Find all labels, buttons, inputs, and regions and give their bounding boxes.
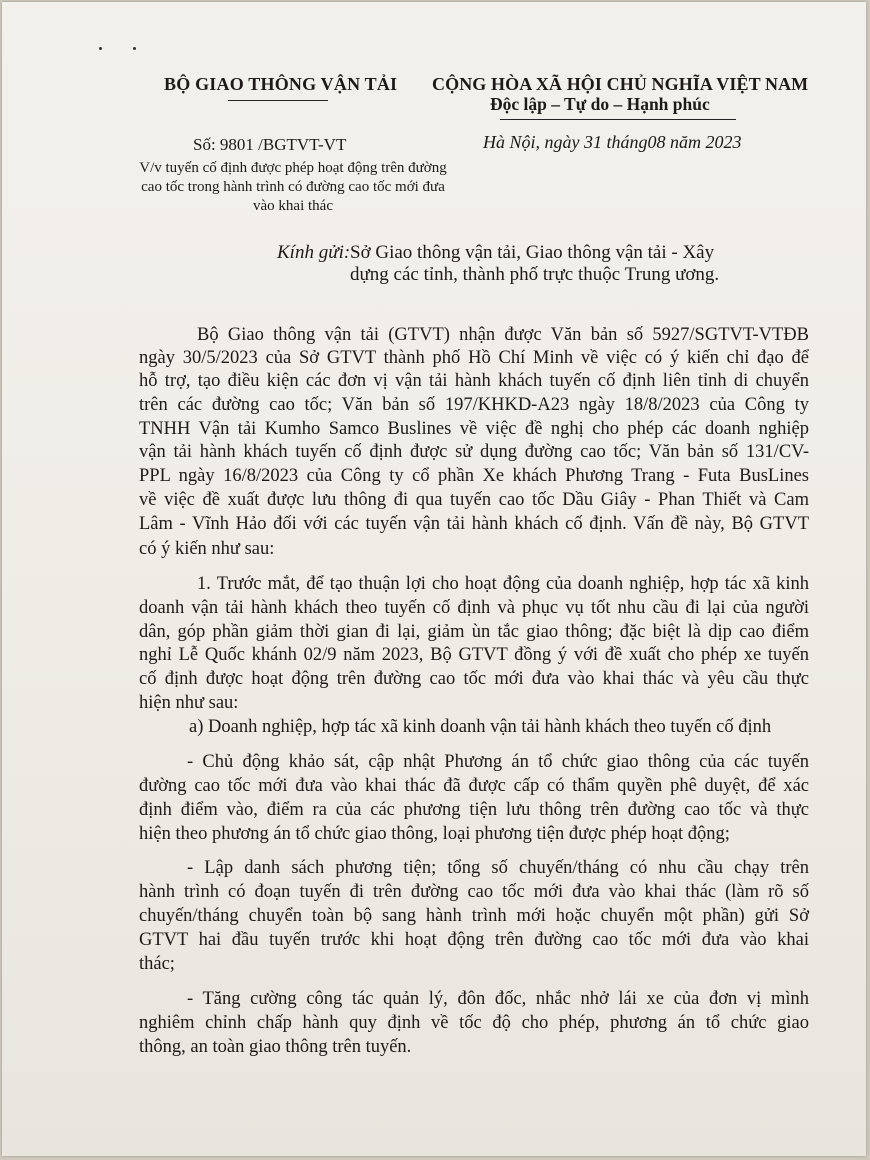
body-line: nghiêm chỉnh chấp hành quy định về tốc độ cho phép, phương án tổ chức giao (139, 1013, 809, 1033)
body-line: nghỉ Lễ Quốc khánh 02/9 năm 2023, Bộ GTVT đồng ý với đề xuất cho phép xe tuyến (139, 645, 809, 665)
ministry-underline (228, 100, 328, 101)
document-page (2, 2, 866, 1156)
body-line: có ý kiến như sau: (139, 539, 275, 559)
body-line: ngày 30/5/2023 của Sở GTVT thành phố Hồ Chí Minh về việc có ý kiến chỉ đạo để (139, 348, 809, 368)
body-line: 1. Trước mắt, để tạo thuận lợi cho hoạt động của doanh nghiệp, hợp tác xã kinh (197, 574, 809, 594)
body-line: TNHH Vận tải Kumho Samco Buslines về việc đề nghị cho phép các doanh nghiệp (139, 419, 809, 439)
body-line: hành trình có đoạn tuyến đi trên đường cao tốc mới đưa vào khai thác (làm rõ số (139, 882, 809, 902)
recipient-line: dựng các tỉnh, thành phố trực thuộc Trung ương. (350, 264, 720, 285)
body-line: thông, an toàn giao thông trên tuyến. (139, 1037, 412, 1057)
body-line: Bộ Giao thông vận tải (GTVT) nhận được Văn bản số 5927/SGTVT-VTĐB (197, 325, 809, 345)
document-number: Số: 9801 /BGTVT-VT (193, 135, 347, 154)
place-date: Hà Nội, ngày 31 tháng08 năm 2023 (483, 132, 742, 152)
ministry-name: BỘ GIAO THÔNG VẬN TẢI (164, 74, 398, 94)
body-line: dân, góp phần giảm thời gian đi lại, giảm ùn tắc giao thông; đặc biệt là dịp cao điểm (139, 622, 809, 642)
body-line: a) Doanh nghiệp, hợp tác xã kinh doanh vận tải hành khách theo tuyến cố định (189, 717, 772, 737)
recipient-label: Kính gửi: (277, 242, 351, 263)
body-line: hiện như sau: (139, 693, 239, 713)
body-line: thác; (139, 954, 175, 974)
national-motto: Độc lập – Tự do – Hạnh phúc (490, 94, 710, 114)
body-line: Lâm - Vĩnh Hảo đối với các tuyến vận tải hành khách cố định. Vấn đề này, Bộ GTVT (139, 514, 809, 534)
body-line: chuyến/tháng chuyển toàn bộ sang hành trình mới hoặc chuyển một phần) gửi Sở (139, 906, 809, 926)
body-line: cố định được hoạt động trên đường cao tốc mới đưa vào khai thác và yêu cầu thực (139, 669, 809, 689)
body-line: về việc đề xuất được lưu thông đi qua tuyến cao tốc Dầu Giây - Phan Thiết và Cam (139, 490, 809, 510)
body-line: - Tăng cường công tác quản lý, đôn đốc, nhắc nhở lái xe của đơn vị mình (187, 989, 809, 1009)
document-subject: V/v tuyến cố định được phép hoạt động trên đường cao tốc trong hành trình có đường cao tốc mới đưa vào khai thác (139, 160, 447, 214)
body-line: hỗ trợ, tạo điều kiện các đơn vị vận tải hành khách tuyến cố định liên tỉnh di chuyển (139, 371, 809, 391)
body-line: - Lập danh sách phương tiện; tổng số chuyến/tháng có nhu cầu chạy trên (187, 858, 809, 878)
body-line: GTVT hai đầu tuyến trước khi hoạt động trên đường cao tốc mới đưa vào khai (139, 930, 809, 950)
motto-underline (500, 119, 736, 120)
body-line: đường cao tốc mới đưa vào khai thác đã được cấp có thẩm quyền phê duyệt, để xác (139, 776, 809, 796)
body-line: - Chủ động khảo sát, cập nhật Phương án tổ chức giao thông của các tuyến (187, 752, 809, 772)
body-line: PPL ngày 16/8/2023 của Công ty cổ phần Xe khách Phương Trang - Futa BusLines (139, 466, 809, 486)
body-line: trên các đường cao tốc; Văn bản số 197/KHKD-A23 ngày 18/8/2023 của Công ty (139, 395, 809, 415)
body-line: định điểm vào, điểm ra của các phương tiện lưu thông trên đường cao tốc và thực (139, 800, 809, 820)
scan-speck (133, 47, 136, 50)
body-line: doanh vận tải hành khách theo tuyến cố định và phục vụ tốt nhu cầu đi lại của người (139, 598, 809, 618)
scan-speck (99, 47, 102, 50)
body-line: hiện theo phương án tổ chức giao thông, loại phương tiện được phép hoạt động; (139, 824, 730, 844)
national-title: CỘNG HÒA XÃ HỘI CHỦ NGHĨA VIỆT NAM (432, 74, 809, 94)
recipient-line: Sở Giao thông vận tải, Giao thông vận tải - Xây (350, 242, 715, 263)
body-line: vận tải hành khách tuyến cố định được sử dụng đường cao tốc; Văn bản số 131/CV- (139, 442, 809, 462)
